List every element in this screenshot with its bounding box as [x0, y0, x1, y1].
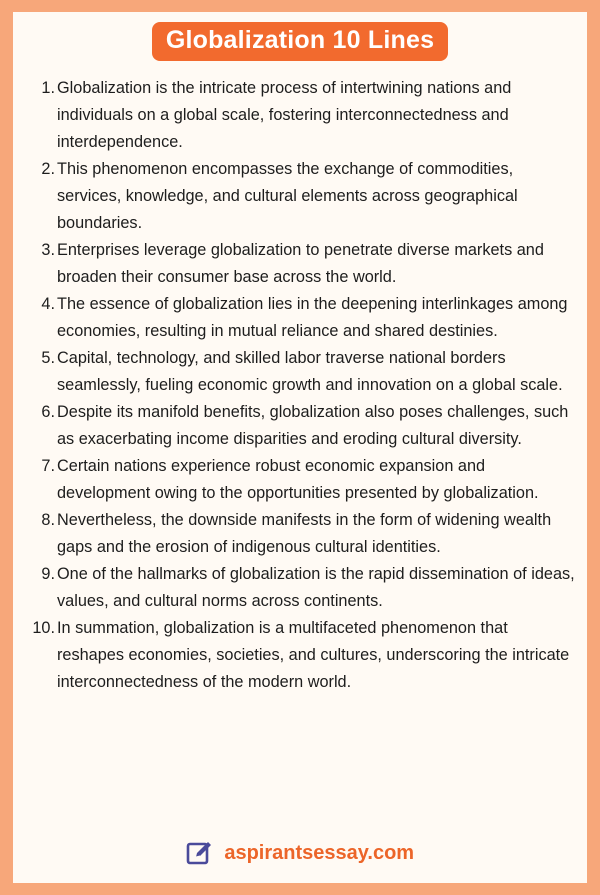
points-list	[13, 75, 587, 696]
footer	[13, 839, 587, 867]
list-item	[13, 561, 587, 615]
item-number: 5.	[41, 349, 55, 367]
list-item	[13, 237, 587, 291]
item-number: 4.	[41, 295, 55, 313]
item-text: Globalization is the intricate process of intertwining nations and individuals on a global scale, fostering interconnectedness and interdependence.	[57, 79, 512, 151]
page-title: Globalization 10 Lines	[152, 22, 448, 61]
site-link[interactable]: aspirantsessay.com	[224, 841, 415, 864]
item-number: 8.	[41, 511, 55, 529]
item-number: 3.	[41, 241, 55, 259]
item-number: 9.	[41, 565, 55, 583]
list-item	[13, 156, 587, 237]
item-number: 1.	[41, 79, 55, 97]
content-card	[13, 12, 587, 883]
item-text: The essence of globalization lies in the deepening interlinkages among economies, resulting in mutual reliance and shared destinies.	[57, 295, 568, 340]
item-text: Certain nations experience robust economic expansion and development owing to the opportunities presented by globalization.	[57, 457, 539, 502]
item-text: Enterprises leverage globalization to penetrate diverse markets and broaden their consumer base across the world.	[57, 241, 544, 286]
item-text: This phenomenon encompasses the exchange of commodities, services, knowledge, and cultural elements across geographical boundaries.	[57, 160, 518, 232]
title-wrap	[13, 22, 587, 61]
pencil-edit-icon	[186, 839, 214, 867]
list-item	[13, 615, 587, 696]
item-text: Despite its manifold benefits, globalization also poses challenges, such as exacerbating income disparities and eroding cultural diversity.	[57, 403, 569, 448]
list-item	[13, 75, 587, 156]
item-text: In summation, globalization is a multifaceted phenomenon that reshapes economies, societies, and cultures, underscoring the intricate interconnectedness of the modern world.	[57, 619, 570, 691]
item-text: Capital, technology, and skilled labor traverse national borders seamlessly, fueling economic growth and innovation on a global scale.	[57, 349, 563, 394]
item-number: 2.	[41, 160, 55, 178]
item-text: Nevertheless, the downside manifests in the form of widening wealth gaps and the erosion of indigenous cultural identities.	[57, 511, 552, 556]
item-number: 6.	[41, 403, 55, 421]
item-number: 10.	[32, 619, 55, 637]
item-number: 7.	[41, 457, 55, 475]
list-item	[13, 453, 587, 507]
list-item	[13, 291, 587, 345]
item-text: One of the hallmarks of globalization is the rapid dissemination of ideas, values, and cultural norms across continents.	[57, 565, 575, 610]
list-item	[13, 507, 587, 561]
list-item	[13, 345, 587, 399]
list-item	[13, 399, 587, 453]
